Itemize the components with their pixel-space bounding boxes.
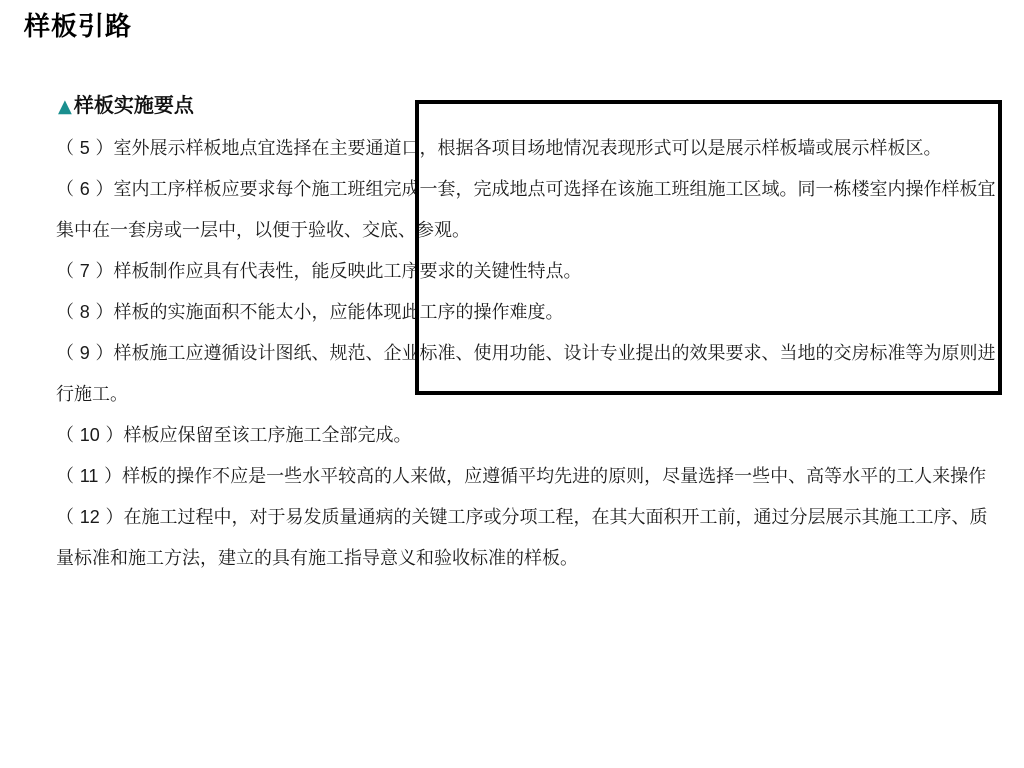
- paragraph-text: 样板应保留至该工序施工全部完成。: [123, 425, 412, 446]
- paragraph-9: （ 9 ）样板施工应遵循设计图纸、规范、企业标准、使用功能、设计专业提出的效果要求、当地的交房标准等为原则进行施工。: [56, 343, 996, 405]
- section-heading-text: 样板实施要点: [73, 93, 194, 117]
- paragraph-10: （ 10 ）样板应保留至该工序施工全部完成。: [56, 425, 412, 446]
- paragraph-text: 室内工序样板应要求每个施工班组完成一套，完成地点可选择在该施工班组施工区域。同一栋楼室内操作样板宜集中在一套房或一层中，以便于验收、交底、参观。: [56, 179, 996, 241]
- paragraph-number: 10: [79, 425, 100, 445]
- paragraph-number: 6: [79, 179, 90, 199]
- paragraph-11: （ 11 ）样板的操作不应是一些水平较高的人来做，应遵循平均先进的原则，尽量选择一些中、高等水平的工人来操作: [56, 466, 987, 487]
- paragraph-text: 样板施工应遵循设计图纸、规范、企业标准、使用功能、设计专业提出的效果要求、当地的交房标准等为原则进行施工。: [56, 343, 996, 405]
- paragraph-number: 9: [79, 343, 90, 363]
- paragraph-number: 8: [79, 302, 90, 322]
- paragraph-text: 样板的操作不应是一些水平较高的人来做，应遵循平均先进的原则，尽量选择一些中、高等水平的工人来操作: [122, 466, 987, 487]
- paragraph-text: 样板的实施面积不能太小，应能体现此工序的操作难度。: [113, 302, 564, 323]
- paragraph-12: （ 12 ）在施工过程中，对于易发质量通病的关键工序或分项工程，在其大面积开工前，通过分层展示其施工工序、质量标准和施工方法，建立的具有施工指导意义和验收标准的样板。: [56, 507, 988, 569]
- paragraph-text: 样板制作应具有代表性，能反映此工序要求的关键性特点。: [113, 261, 582, 282]
- paragraph-number: 7: [79, 261, 90, 281]
- paragraph-8: （ 8 ）样板的实施面积不能太小，应能体现此工序的操作难度。: [56, 302, 564, 323]
- paragraph-number: 12: [79, 507, 100, 527]
- paragraph-5: （ 5 ）室外展示样板地点宜选择在主要通道口，根据各项目场地情况表现形式可以是展示样板墙或展示样板区。: [56, 138, 942, 159]
- section-heading: [58, 90, 194, 122]
- triangle-marker-icon: ▲: [58, 96, 72, 117]
- paragraph-text: 在施工过程中，对于易发质量通病的关键工序或分项工程，在其大面积开工前，通过分层展示其施工工序、质量标准和施工方法，建立的具有施工指导意义和验收标准的样板。: [56, 507, 988, 569]
- paragraph-7: （ 7 ）样板制作应具有代表性，能反映此工序要求的关键性特点。: [56, 261, 582, 282]
- body-text: [56, 128, 996, 579]
- paragraph-number: 5: [79, 138, 90, 158]
- page-title: 样板引路: [24, 12, 133, 42]
- paragraph-6: （ 6 ）室内工序样板应要求每个施工班组完成一套，完成地点可选择在该施工班组施工区域。同一栋楼室内操作样板宜集中在一套房或一层中，以便于验收、交底、参观。: [56, 179, 996, 241]
- paragraph-number: 11: [79, 466, 99, 486]
- paragraph-text: 室外展示样板地点宜选择在主要通道口，根据各项目场地情况表现形式可以是展示样板墙或展示样板区。: [113, 138, 942, 159]
